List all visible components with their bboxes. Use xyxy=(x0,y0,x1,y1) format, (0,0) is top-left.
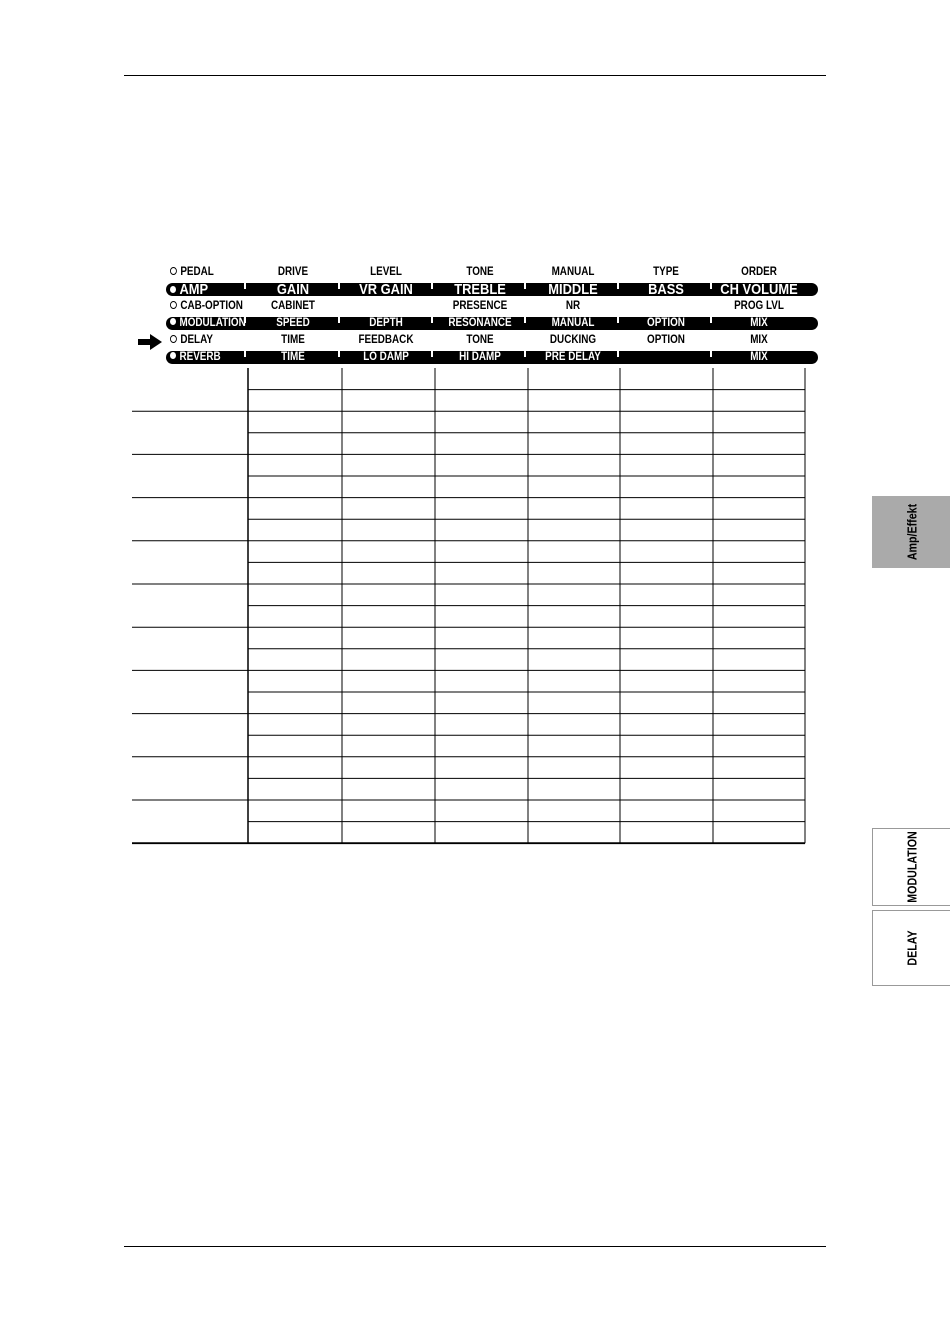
parameter-label: VR GAIN xyxy=(359,281,413,298)
row-label-text: DELAY xyxy=(180,334,213,346)
parameter-label: TYPE xyxy=(653,266,679,278)
row-separator xyxy=(244,283,246,289)
row-separator xyxy=(710,317,712,323)
parameter-label xyxy=(346,298,425,315)
parameter-label: MANUAL xyxy=(551,266,595,278)
row-separator xyxy=(710,283,712,289)
row-label xyxy=(170,315,246,332)
parameter-label: GAIN xyxy=(276,281,310,298)
side-tab-delay[interactable] xyxy=(872,910,950,986)
row-separator xyxy=(524,317,526,323)
led-on-icon xyxy=(170,318,176,325)
parameter-label: TIME xyxy=(281,334,305,346)
parameter-label: TONE xyxy=(466,334,494,346)
parameter-label: MIX xyxy=(750,334,768,346)
parameter-label: MIX xyxy=(750,351,768,363)
parameter-label: SPEED xyxy=(276,317,310,329)
side-tab-modulation[interactable] xyxy=(872,828,950,906)
row-separator xyxy=(524,283,526,289)
row-label-text: REVERB xyxy=(179,351,221,363)
parameter-label xyxy=(626,298,705,315)
parameter-label: LO DAMP xyxy=(363,351,409,363)
row-label-text: CAB-OPTION xyxy=(180,300,243,312)
bottom-rule xyxy=(124,1246,826,1247)
parameter-label: ORDER xyxy=(741,266,777,278)
parameter-label: TREBLE xyxy=(454,281,506,298)
parameter-label: CH VOLUME xyxy=(720,281,798,298)
row-separator xyxy=(244,351,246,357)
row-label xyxy=(170,298,243,315)
matrix-row-cab-option xyxy=(128,298,824,315)
row-separator xyxy=(617,317,619,323)
parameter-label: MIDDLE xyxy=(548,281,598,298)
parameter-label xyxy=(626,349,705,366)
row-label xyxy=(170,332,213,349)
side-tab-label: MODULATION xyxy=(904,831,920,903)
row-label-text: PEDAL xyxy=(180,266,214,278)
matrix-row-delay xyxy=(128,332,824,349)
parameter-label: FEEDBACK xyxy=(358,334,414,346)
parameter-label: BASS xyxy=(648,281,684,298)
parameter-label: DRIVE xyxy=(277,266,309,278)
row-label xyxy=(170,281,208,298)
top-rule xyxy=(124,75,826,76)
matrix-row-amp xyxy=(128,281,824,298)
row-label xyxy=(170,349,221,366)
parameter-label: NR xyxy=(565,300,581,312)
row-separator xyxy=(338,283,340,289)
led-on-icon xyxy=(170,352,176,359)
row-separator xyxy=(617,283,619,289)
row-separator xyxy=(524,351,526,357)
row-separator xyxy=(338,351,340,357)
parameter-label: MIX xyxy=(750,317,768,329)
side-tab-label: DELAY xyxy=(904,930,920,966)
row-label xyxy=(170,264,214,281)
row-separator xyxy=(431,351,433,357)
row-separator xyxy=(431,317,433,323)
parameter-label: LEVEL xyxy=(370,266,402,278)
parameter-label: OPTION xyxy=(647,317,685,329)
row-separator xyxy=(431,283,433,289)
parameter-label: CABINET xyxy=(271,300,315,312)
matrix-row-pedal xyxy=(128,264,824,281)
parameter-label: PRESENCE xyxy=(452,300,508,312)
parameter-matrix xyxy=(128,264,824,366)
matrix-row-reverb xyxy=(128,349,824,366)
row-separator xyxy=(617,351,619,357)
row-label-text: MODULATION xyxy=(179,317,246,329)
row-separator xyxy=(710,351,712,357)
parameter-label: RESONANCE xyxy=(448,317,512,329)
led-on-icon xyxy=(170,286,176,293)
parameter-label: MANUAL xyxy=(551,317,595,329)
parameter-label: DUCKING xyxy=(549,334,597,346)
led-off-icon xyxy=(170,335,177,343)
row-label-text: AMP xyxy=(179,281,209,298)
side-tab-label: Amp/Effekt xyxy=(904,503,920,561)
parameter-label: PRE DELAY xyxy=(545,351,601,363)
row-separator xyxy=(338,317,340,323)
side-tab-amp-effekt[interactable] xyxy=(872,496,950,568)
led-off-icon xyxy=(170,301,177,309)
led-off-icon xyxy=(170,267,177,275)
parameter-label: TONE xyxy=(466,266,494,278)
parameter-label: HI DAMP xyxy=(459,351,501,363)
parameter-label: OPTION xyxy=(647,334,685,346)
matrix-row-modulation xyxy=(128,315,824,332)
parameter-label: PROG LVL xyxy=(734,300,784,312)
parameter-label: DEPTH xyxy=(369,317,403,329)
parameter-label: TIME xyxy=(281,351,305,363)
